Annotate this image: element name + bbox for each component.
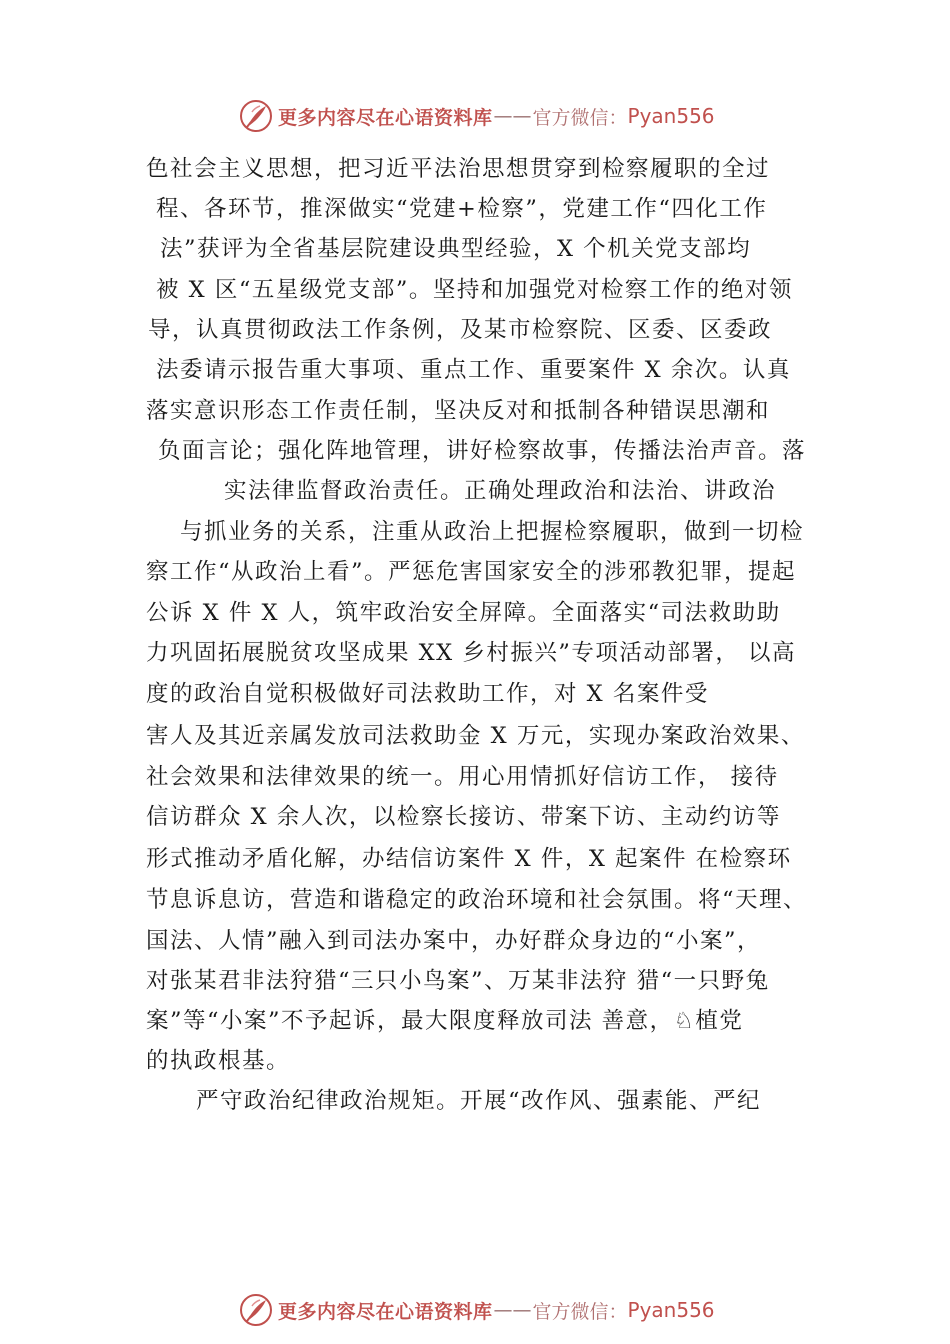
text-line: 对张某君非法狩猎“三只小鸟案”、万某非法狩 猎“一只野兔 (146, 968, 770, 994)
footer-watermark (238, 1290, 715, 1330)
watermark-separator: —— (493, 105, 532, 127)
text-line: 负面言论；强化阵地管理，讲好检察故事，传播法治声音。落 (158, 438, 807, 464)
watermark-wechat-id: Pyan556 (627, 1298, 715, 1322)
text-line: 节息诉息访，营造和谐稳定的政治环境和社会氛围。将“天理、 (146, 887, 808, 913)
text-line: 社会效果和法律效果的统一。用心用情抓好信访工作， 接待 (146, 764, 779, 790)
text-line: 力巩固拓展脱贫攻坚成果 XX 乡村振兴”专项活动部署， 以高 (146, 640, 796, 666)
feather-pen-logo-icon (238, 1292, 274, 1328)
feather-pen-logo-icon (238, 98, 274, 134)
watermark-label: 官方微信： (532, 1300, 628, 1323)
text-line: 被 X 区“五星级党支部”。坚持和加强党对检察工作的绝对领 (156, 277, 793, 303)
text-line: 案”等“小案”不予起诉，最大限度释放司法 善意，♘植党 (146, 1008, 744, 1034)
watermark-wechat-id: Pyan556 (627, 104, 715, 128)
text-line: 形式推动矛盾化解，办结信访案件 X 件，X 起案件 在检察环 (146, 846, 792, 872)
watermark-separator: —— (493, 1299, 532, 1321)
text-line: 国法、人情”融入到司法办案中，办好群众身边的“小案”， (146, 928, 762, 954)
text-line: 察工作“从政治上看”。严惩危害国家安全的涉邪教犯罪，提起 (146, 559, 797, 585)
text-line: 导，认真贯彻政法工作条例，及某市检察院、区委、区委政 (148, 317, 773, 343)
text-line: 与抓业务的关系，注重从政治上把握检察履职，做到一切检 (180, 519, 805, 545)
text-line: 色社会主义思想，把习近平法治思想贯穿到检察履职的全过 (146, 156, 771, 182)
watermark-label: 官方微信： (532, 106, 628, 129)
text-line: 信访群众 X 余人次，以检察长接访、带案下访、主动约访等 (146, 804, 781, 830)
header-watermark (238, 96, 715, 136)
text-line: 落实意识形态工作责任制，坚决反对和抵制各种错误思潮和 (146, 398, 771, 424)
text-line: 公诉 X 件 X 人，筑牢政治安全屏障。全面落实“司法救助助 (146, 600, 781, 626)
watermark-title: 更多内容尽在心语资料库 (278, 1300, 493, 1323)
text-line: 法委请示报告重大事项、重点工作、重要案件 X 余次。认真 (156, 357, 791, 383)
text-line: 度的政治自觉积极做好司法救助工作，对 X 名案件受 (146, 681, 709, 707)
watermark-title: 更多内容尽在心语资料库 (278, 106, 493, 129)
text-line: 实法律监督政治责任。正确处理政治和法治、讲政治 (224, 478, 777, 504)
text-line: 害人及其近亲属发放司法救助金 X 万元，实现办案政治效果、 (146, 723, 805, 749)
text-line: 法”获评为全省基层院建设典型经验，X 个机关党支部均 (160, 236, 752, 262)
text-line: 程、各环节，推深做实“党建+检察”，党建工作“四化工作 (156, 196, 768, 222)
text-line: 的执政根基。 (146, 1048, 291, 1074)
text-line: 严守政治纪律政治规矩。开展“改作风、强素能、严纪 (196, 1088, 762, 1114)
